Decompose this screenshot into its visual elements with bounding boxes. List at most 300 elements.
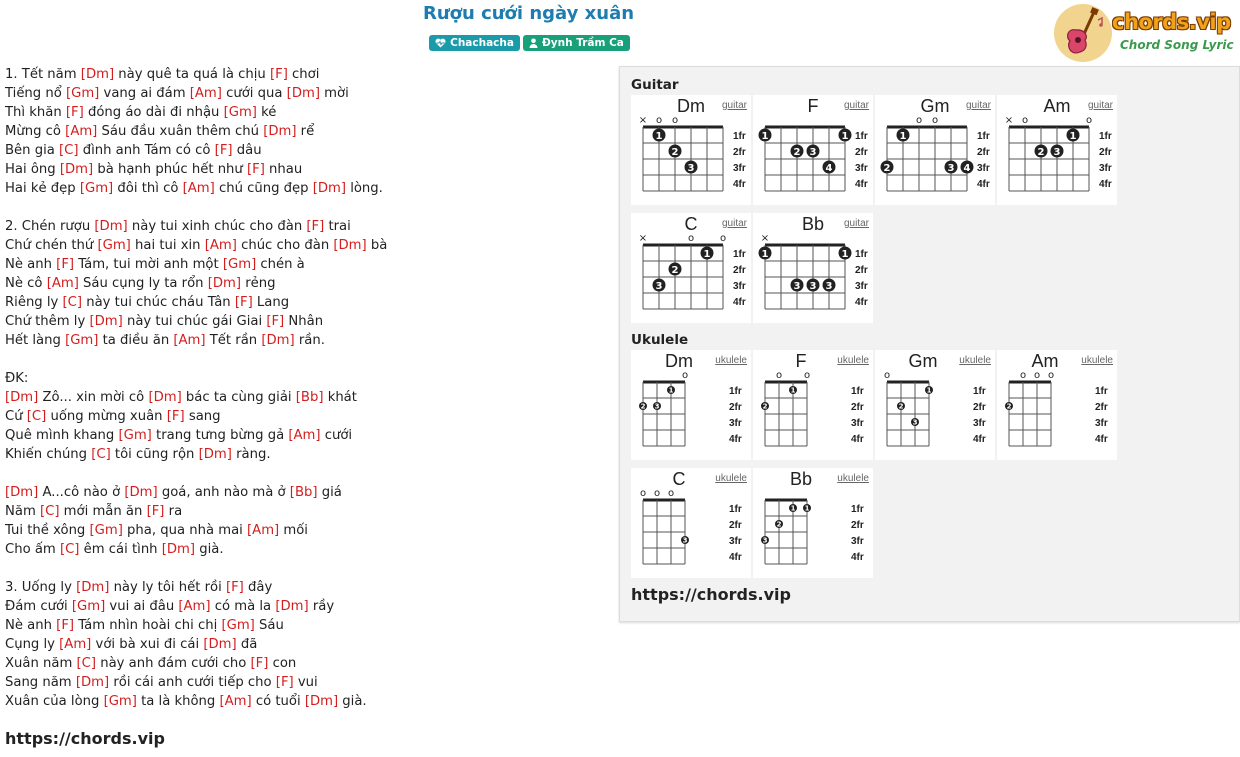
- fret-number-label: 2fr: [729, 402, 742, 413]
- lyric-line: [5, 388, 605, 407]
- fret-number-label: 1fr: [855, 249, 868, 260]
- muted-string-marker: ×: [760, 233, 770, 244]
- lyric-blank-line: [5, 198, 605, 217]
- guitar-chord-c[interactable]: [631, 213, 751, 323]
- song-title: Rượu cưới ngày xuân: [422, 3, 635, 24]
- lyric-text: chơi: [287, 67, 320, 82]
- finger-number: 1: [790, 386, 796, 395]
- fret-number-label: 2fr: [851, 402, 864, 413]
- open-string-marker: o: [803, 370, 811, 381]
- lyric-text: 2. Chén rượu: [5, 219, 95, 234]
- fret-number-label: 1fr: [851, 504, 864, 515]
- lyric-text: Khiến chúng: [5, 447, 92, 462]
- guitar-chord-f[interactable]: [753, 95, 873, 205]
- chord-link[interactable]: [F]: [65, 105, 84, 120]
- fret-number-label: 4fr: [973, 434, 986, 445]
- lyric-line: [5, 445, 605, 464]
- fret-number-label: 3fr: [851, 536, 864, 547]
- guitar-chord-bb[interactable]: [753, 213, 873, 323]
- lyric-line: [5, 65, 605, 84]
- fret-number-label: 1fr: [973, 386, 986, 397]
- ukulele-chord-f[interactable]: [753, 350, 873, 460]
- lyric-text: trai: [324, 219, 351, 234]
- rhythm-badge[interactable]: [429, 35, 520, 51]
- finger-number: 1: [899, 130, 907, 142]
- guitar-chord-am[interactable]: [997, 95, 1117, 205]
- lyric-text: đã: [236, 637, 258, 652]
- lyric-text: mới mẫn ăn: [59, 504, 147, 519]
- open-string-marker: o: [639, 488, 647, 499]
- chord-name: C: [684, 214, 698, 234]
- lyric-line: [5, 521, 605, 540]
- logo-tagline: Chord Song Lyric: [1120, 38, 1234, 52]
- fret-number-label: 4fr: [851, 434, 864, 445]
- instrument-link[interactable]: guitar: [1087, 100, 1113, 111]
- chord-link[interactable]: [Am]: [173, 333, 206, 348]
- chord-link[interactable]: [Gm]: [223, 105, 257, 120]
- lyric-text: này tui chúc gái Giai: [122, 314, 267, 329]
- chord-link[interactable]: [Dm]: [203, 637, 237, 652]
- finger-number: 3: [687, 162, 695, 174]
- fret-number-label: 2fr: [855, 147, 868, 158]
- chord-link[interactable]: [Am]: [288, 428, 321, 443]
- chord-link[interactable]: [C]: [59, 143, 79, 158]
- instrument-link[interactable]: guitar: [843, 100, 869, 111]
- lyric-text: đây: [243, 580, 273, 595]
- author-label: Ðynh Trầm Ca: [541, 37, 624, 49]
- finger-number: 1: [790, 504, 796, 513]
- lyric-text: A...cô nào ở: [38, 485, 125, 500]
- lyric-text: Tiếng nổ: [5, 86, 66, 101]
- finger-number: 1: [841, 130, 849, 142]
- lyric-text: Thì khăn: [5, 105, 66, 120]
- chord-link[interactable]: [Gm]: [103, 694, 137, 709]
- chord-link[interactable]: [Am]: [59, 637, 92, 652]
- finger-number: 4: [825, 162, 833, 174]
- finger-number: 2: [671, 146, 679, 158]
- chord-link[interactable]: [F]: [250, 656, 269, 671]
- lyric-text: Nè anh: [5, 618, 57, 633]
- lyric-line: [5, 540, 605, 559]
- panel-site-link[interactable]: https://chords.vip: [631, 585, 791, 604]
- fret-number-label: 1fr: [1099, 131, 1112, 142]
- chord-link[interactable]: [Am]: [182, 181, 215, 196]
- ukulele-chord-gm[interactable]: [875, 350, 995, 460]
- chord-link[interactable]: [F]: [269, 67, 288, 82]
- chord-link[interactable]: [C]: [39, 504, 60, 519]
- author-badge[interactable]: [523, 35, 630, 51]
- chord-link[interactable]: [Dm]: [275, 599, 309, 614]
- lyric-text: Đám cưới: [5, 599, 72, 614]
- fret-number-label: 4fr: [733, 179, 746, 190]
- finger-number: 3: [809, 280, 817, 292]
- fret-number-label: 1fr: [977, 131, 990, 142]
- chord-link[interactable]: [Gm]: [89, 523, 123, 538]
- guitar-logo-icon: [1054, 4, 1112, 62]
- footer-site-link[interactable]: https://chords.vip: [5, 729, 165, 748]
- finger-number: 1: [761, 248, 769, 260]
- lyric-text: cưới qua: [221, 86, 287, 101]
- lyric-line: [5, 597, 605, 616]
- instrument-link[interactable]: guitar: [965, 100, 991, 111]
- lyric-line: [5, 483, 605, 502]
- fret-number-label: 4fr: [855, 179, 868, 190]
- lyric-line: [5, 692, 605, 711]
- fret-number-label: 3fr: [733, 281, 746, 292]
- lyric-text: uống mừng xuân: [46, 409, 167, 424]
- song-badges: [0, 35, 1059, 51]
- lyric-line: [5, 635, 605, 654]
- guitar-chord-gm[interactable]: [875, 95, 995, 205]
- chord-diagrams-panel: [619, 66, 1240, 622]
- lyric-text: ta là không: [136, 694, 220, 709]
- lyric-text: Cụng ly: [5, 637, 60, 652]
- muted-string-marker: ×: [638, 115, 648, 126]
- chord-link[interactable]: [Am]: [247, 523, 280, 538]
- lyric-text: vui ai đâu: [105, 599, 179, 614]
- chord-link[interactable]: [Gm]: [222, 257, 257, 272]
- lyric-text: già.: [338, 694, 367, 709]
- chord-link[interactable]: [F]: [266, 314, 285, 329]
- lyric-text: trang tưng bừng gả: [151, 428, 289, 443]
- lyric-text: con: [268, 656, 297, 671]
- chord-link[interactable]: [Gm]: [71, 599, 106, 614]
- chord-link[interactable]: [Dm]: [124, 485, 158, 500]
- lyric-text: Cho ấm: [5, 542, 60, 557]
- chord-link[interactable]: [Am]: [46, 276, 79, 291]
- lyric-text: pha, qua nhà mai: [122, 523, 248, 538]
- finger-number: 1: [926, 386, 932, 395]
- finger-number: 1: [761, 130, 769, 142]
- chord-link[interactable]: [F]: [234, 295, 253, 310]
- lyric-text: đóng áo dài đi nhậu: [83, 105, 224, 120]
- open-string-marker: o: [681, 370, 689, 381]
- open-string-marker: o: [687, 233, 695, 244]
- fret-number-label: 3fr: [855, 163, 868, 174]
- lyric-text: Riêng ly: [5, 295, 63, 310]
- chord-link[interactable]: [Dm]: [198, 447, 232, 462]
- instrument-link[interactable]: ukulele: [715, 473, 747, 484]
- finger-number: 3: [825, 280, 833, 292]
- instrument-link[interactable]: guitar: [721, 218, 747, 229]
- chord-link[interactable]: [F]: [56, 618, 75, 633]
- chord-link[interactable]: [C]: [76, 656, 97, 671]
- lyric-text: Tui thề xông: [5, 523, 90, 538]
- finger-number: 2: [640, 402, 646, 411]
- lyric-text: tôi cũng rộn: [110, 447, 199, 462]
- lyric-text: bà: [366, 238, 388, 253]
- fret-number-label: 2fr: [855, 265, 868, 276]
- lyric-text: Sáu đầu xuân thêm chú: [97, 124, 264, 139]
- lyric-text: chén à: [256, 257, 305, 272]
- chord-link[interactable]: [Dm]: [89, 314, 123, 329]
- finger-number: 1: [804, 504, 810, 513]
- ukulele-chord-bb[interactable]: [753, 468, 873, 578]
- lyric-text: Sáu: [254, 618, 284, 633]
- chord-link[interactable]: [C]: [91, 447, 111, 462]
- chord-link[interactable]: [Dm]: [286, 86, 320, 101]
- lyric-line: [5, 331, 605, 350]
- muted-string-marker: ×: [1004, 115, 1014, 126]
- fret-number-label: 3fr: [1099, 163, 1112, 174]
- lyric-text: ké: [256, 105, 277, 120]
- chord-link[interactable]: [F]: [246, 162, 265, 177]
- lyric-text: sang: [184, 409, 221, 424]
- finger-number: 1: [655, 130, 663, 142]
- lyric-text: dâu: [232, 143, 262, 158]
- lyric-text: Năm: [5, 504, 40, 519]
- finger-number: 3: [682, 536, 688, 545]
- lyric-text: Zô... xin mời cô: [38, 390, 149, 405]
- chord-link[interactable]: [Dm]: [5, 485, 39, 500]
- chord-link[interactable]: [Am]: [189, 86, 222, 101]
- chord-link[interactable]: [Dm]: [207, 276, 242, 291]
- fret-number-label: 2fr: [851, 520, 864, 531]
- lyric-line: [5, 141, 605, 160]
- finger-number: 2: [671, 264, 679, 276]
- open-string-marker: o: [883, 370, 891, 381]
- chord-link[interactable]: [F]: [56, 257, 75, 272]
- instrument-link[interactable]: ukulele: [715, 355, 747, 366]
- chord-link[interactable]: [Dm]: [333, 238, 367, 253]
- chord-link[interactable]: [Am]: [178, 599, 211, 614]
- open-string-marker: o: [671, 115, 679, 126]
- lyric-text: có mà la: [210, 599, 276, 614]
- site-logo[interactable]: [1054, 4, 1234, 62]
- finger-number: 2: [793, 146, 801, 158]
- finger-number: 2: [1037, 146, 1045, 158]
- chord-link[interactable]: [Bb]: [289, 485, 318, 500]
- lyric-text: này tui xinh chúc cho đàn: [127, 219, 307, 234]
- lyric-text: rần.: [294, 333, 325, 348]
- fret-number-label: 4fr: [977, 179, 990, 190]
- fret-number-label: 1fr: [855, 131, 868, 142]
- open-string-marker: o: [1085, 115, 1093, 126]
- lyric-text: Cứ: [5, 409, 27, 424]
- lyric-text: bác ta cùng giải: [181, 390, 296, 405]
- chord-link[interactable]: [F]: [306, 219, 325, 234]
- lyric-text: Xuân của lòng: [5, 694, 104, 709]
- fret-number-label: 3fr: [729, 418, 742, 429]
- fret-number-label: 3fr: [733, 163, 746, 174]
- fret-number-label: 3fr: [851, 418, 864, 429]
- lyric-text: Bên gia: [5, 143, 60, 158]
- lyric-text: Quê mình khang: [5, 428, 119, 443]
- ukulele-chord-c[interactable]: [631, 468, 751, 578]
- chord-link[interactable]: [F]: [275, 675, 294, 690]
- finger-number: 2: [883, 162, 891, 174]
- fret-number-label: 4fr: [851, 552, 864, 563]
- chord-link[interactable]: [Dm]: [261, 333, 295, 348]
- open-string-marker: o: [1047, 370, 1055, 381]
- chord-link[interactable]: [Am]: [204, 238, 237, 253]
- guitar-section-label: Guitar: [631, 77, 679, 93]
- instrument-link[interactable]: ukulele: [837, 355, 869, 366]
- chord-name: Bb: [789, 469, 813, 489]
- chord-link[interactable]: [Gm]: [118, 428, 152, 443]
- chord-link[interactable]: [Dm]: [148, 390, 182, 405]
- lyric-text: đình anh Tám có cô: [78, 143, 215, 158]
- lyric-text: rầy: [308, 599, 335, 614]
- lyric-text: rể: [296, 124, 315, 139]
- lyric-line: [5, 293, 605, 312]
- lyric-line: [5, 616, 605, 635]
- chord-link[interactable]: [F]: [214, 143, 233, 158]
- fret-number-label: 2fr: [729, 520, 742, 531]
- chord-link[interactable]: [C]: [59, 542, 80, 557]
- chord-link[interactable]: [Gm]: [221, 618, 255, 633]
- chord-name: Dm: [677, 96, 705, 116]
- fret-number-label: 2fr: [973, 402, 986, 413]
- fret-number-label: 4fr: [733, 297, 746, 308]
- fret-number-label: 3fr: [1095, 418, 1108, 429]
- finger-number: 3: [809, 146, 817, 158]
- lyric-text: ta điều ăn: [98, 333, 174, 348]
- chord-link[interactable]: [Gm]: [97, 238, 131, 253]
- fret-number-label: 3fr: [973, 418, 986, 429]
- guitar-chord-dm[interactable]: [631, 95, 751, 205]
- chord-link[interactable]: [Bb]: [295, 390, 324, 405]
- ukulele-chord-dm[interactable]: [631, 350, 751, 460]
- lyric-line: [5, 236, 605, 255]
- lyric-text: Tám, tui mời anh một: [74, 257, 223, 272]
- lyric-text: vui: [293, 675, 318, 690]
- lyric-text: với bà xui đi cái: [91, 637, 204, 652]
- lyric-line: [5, 426, 605, 445]
- lyric-text: này tui chúc cháu Tân: [82, 295, 235, 310]
- lyric-line: [5, 103, 605, 122]
- open-string-marker: o: [931, 115, 939, 126]
- chord-name: Am: [1043, 96, 1071, 116]
- lyric-blank-line: [5, 464, 605, 483]
- chord-name: Gm: [908, 351, 938, 371]
- lyric-text: chúc cho đàn: [236, 238, 334, 253]
- finger-number: 3: [947, 162, 955, 174]
- chord-name: Am: [1031, 351, 1059, 371]
- lyric-line: [5, 407, 605, 426]
- lyric-text: đôi thì cô: [113, 181, 183, 196]
- fret-number-label: 2fr: [733, 265, 746, 276]
- chord-link[interactable]: [Dm]: [76, 580, 110, 595]
- chord-link[interactable]: [C]: [62, 295, 83, 310]
- finger-number: 3: [912, 418, 918, 427]
- chord-link[interactable]: [F]: [225, 580, 244, 595]
- open-string-marker: o: [653, 488, 661, 499]
- chord-name: C: [672, 469, 686, 489]
- instrument-link[interactable]: ukulele: [959, 355, 991, 366]
- fret-number-label: 3fr: [729, 536, 742, 547]
- fret-number-label: 4fr: [855, 297, 868, 308]
- lyric-text: Hết làng: [5, 333, 66, 348]
- lyric-text: cưới: [320, 428, 353, 443]
- lyric-text: goá, anh nào mà ở: [157, 485, 290, 500]
- chord-link[interactable]: [Dm]: [161, 542, 196, 557]
- instrument-link[interactable]: guitar: [843, 218, 869, 229]
- chord-link[interactable]: [Dm]: [80, 67, 115, 82]
- lyric-line: [5, 369, 605, 388]
- lyric-text: Mừng cô: [5, 124, 66, 139]
- chord-link[interactable]: [Gm]: [79, 181, 114, 196]
- finger-number: 1: [668, 386, 674, 395]
- fret-number-label: 3fr: [855, 281, 868, 292]
- lyric-text: Hai kẻ đẹp: [5, 181, 80, 196]
- chord-link[interactable]: [Am]: [65, 124, 98, 139]
- lyric-text: êm cái tình: [79, 542, 162, 557]
- lyric-text: ràng.: [231, 447, 271, 462]
- chord-link[interactable]: [Dm]: [75, 675, 110, 690]
- chord-link[interactable]: [Dm]: [5, 390, 39, 405]
- chord-name: Dm: [665, 351, 693, 371]
- chord-link[interactable]: [Dm]: [94, 219, 128, 234]
- instrument-link[interactable]: ukulele: [837, 473, 869, 484]
- finger-number: 3: [654, 402, 660, 411]
- lyric-text: 1. Tết năm: [5, 67, 81, 82]
- chord-link[interactable]: [Dm]: [59, 162, 94, 177]
- instrument-link[interactable]: guitar: [721, 100, 747, 111]
- lyric-text: rẻng: [241, 276, 276, 291]
- lyric-text: mối: [279, 523, 308, 538]
- fret-number-label: 3fr: [977, 163, 990, 174]
- chord-name: Gm: [920, 96, 950, 116]
- open-string-marker: o: [1019, 370, 1027, 381]
- lyric-line: [5, 654, 605, 673]
- finger-number: 2: [762, 402, 768, 411]
- lyric-text: Hai ông: [5, 162, 60, 177]
- chord-link[interactable]: [Am]: [219, 694, 252, 709]
- fret-number-label: 1fr: [729, 386, 742, 397]
- lyric-text: này anh đám cưới cho: [96, 656, 251, 671]
- fret-number-label: 4fr: [1099, 179, 1112, 190]
- rhythm-label: Chachacha: [450, 37, 514, 49]
- lyric-line: [5, 255, 605, 274]
- lyric-line: [5, 673, 605, 692]
- chord-link[interactable]: [Dm]: [312, 181, 346, 196]
- fret-number-label: 4fr: [729, 552, 742, 563]
- lyric-text: Chứ thêm ly: [5, 314, 90, 329]
- ukulele-section-label: Ukulele: [631, 332, 689, 348]
- open-string-marker: o: [775, 370, 783, 381]
- lyric-text: chú cũng đẹp: [214, 181, 313, 196]
- ukulele-chord-am[interactable]: [997, 350, 1117, 460]
- muted-string-marker: ×: [638, 233, 648, 244]
- fret-number-label: 2fr: [977, 147, 990, 158]
- chord-link[interactable]: [F]: [146, 504, 165, 519]
- lyric-text: Nè anh: [5, 257, 57, 272]
- finger-number: 4: [963, 162, 971, 174]
- chord-link[interactable]: [Dm]: [304, 694, 339, 709]
- open-string-marker: o: [655, 115, 663, 126]
- chord-link[interactable]: [Gm]: [65, 86, 100, 101]
- lyric-text: hai tui xin: [130, 238, 205, 253]
- heart-pulse-icon: [435, 38, 446, 48]
- open-string-marker: o: [1021, 115, 1029, 126]
- finger-number: 1: [841, 248, 849, 260]
- chord-link[interactable]: [F]: [166, 409, 185, 424]
- fret-number-label: 4fr: [1095, 434, 1108, 445]
- chord-name: Bb: [801, 214, 825, 234]
- lyric-text: Chứ chén thứ: [5, 238, 98, 253]
- fret-number-label: 1fr: [851, 386, 864, 397]
- chord-link[interactable]: [Gm]: [65, 333, 99, 348]
- instrument-link[interactable]: ukulele: [1081, 355, 1113, 366]
- lyric-line: [5, 179, 605, 198]
- fret-number-label: 1fr: [1095, 386, 1108, 397]
- chord-link[interactable]: [C]: [26, 409, 47, 424]
- chord-link[interactable]: [Dm]: [263, 124, 297, 139]
- lyric-line: [5, 502, 605, 521]
- fret-number-label: 2fr: [1099, 147, 1112, 158]
- lyric-text: Lang: [252, 295, 290, 310]
